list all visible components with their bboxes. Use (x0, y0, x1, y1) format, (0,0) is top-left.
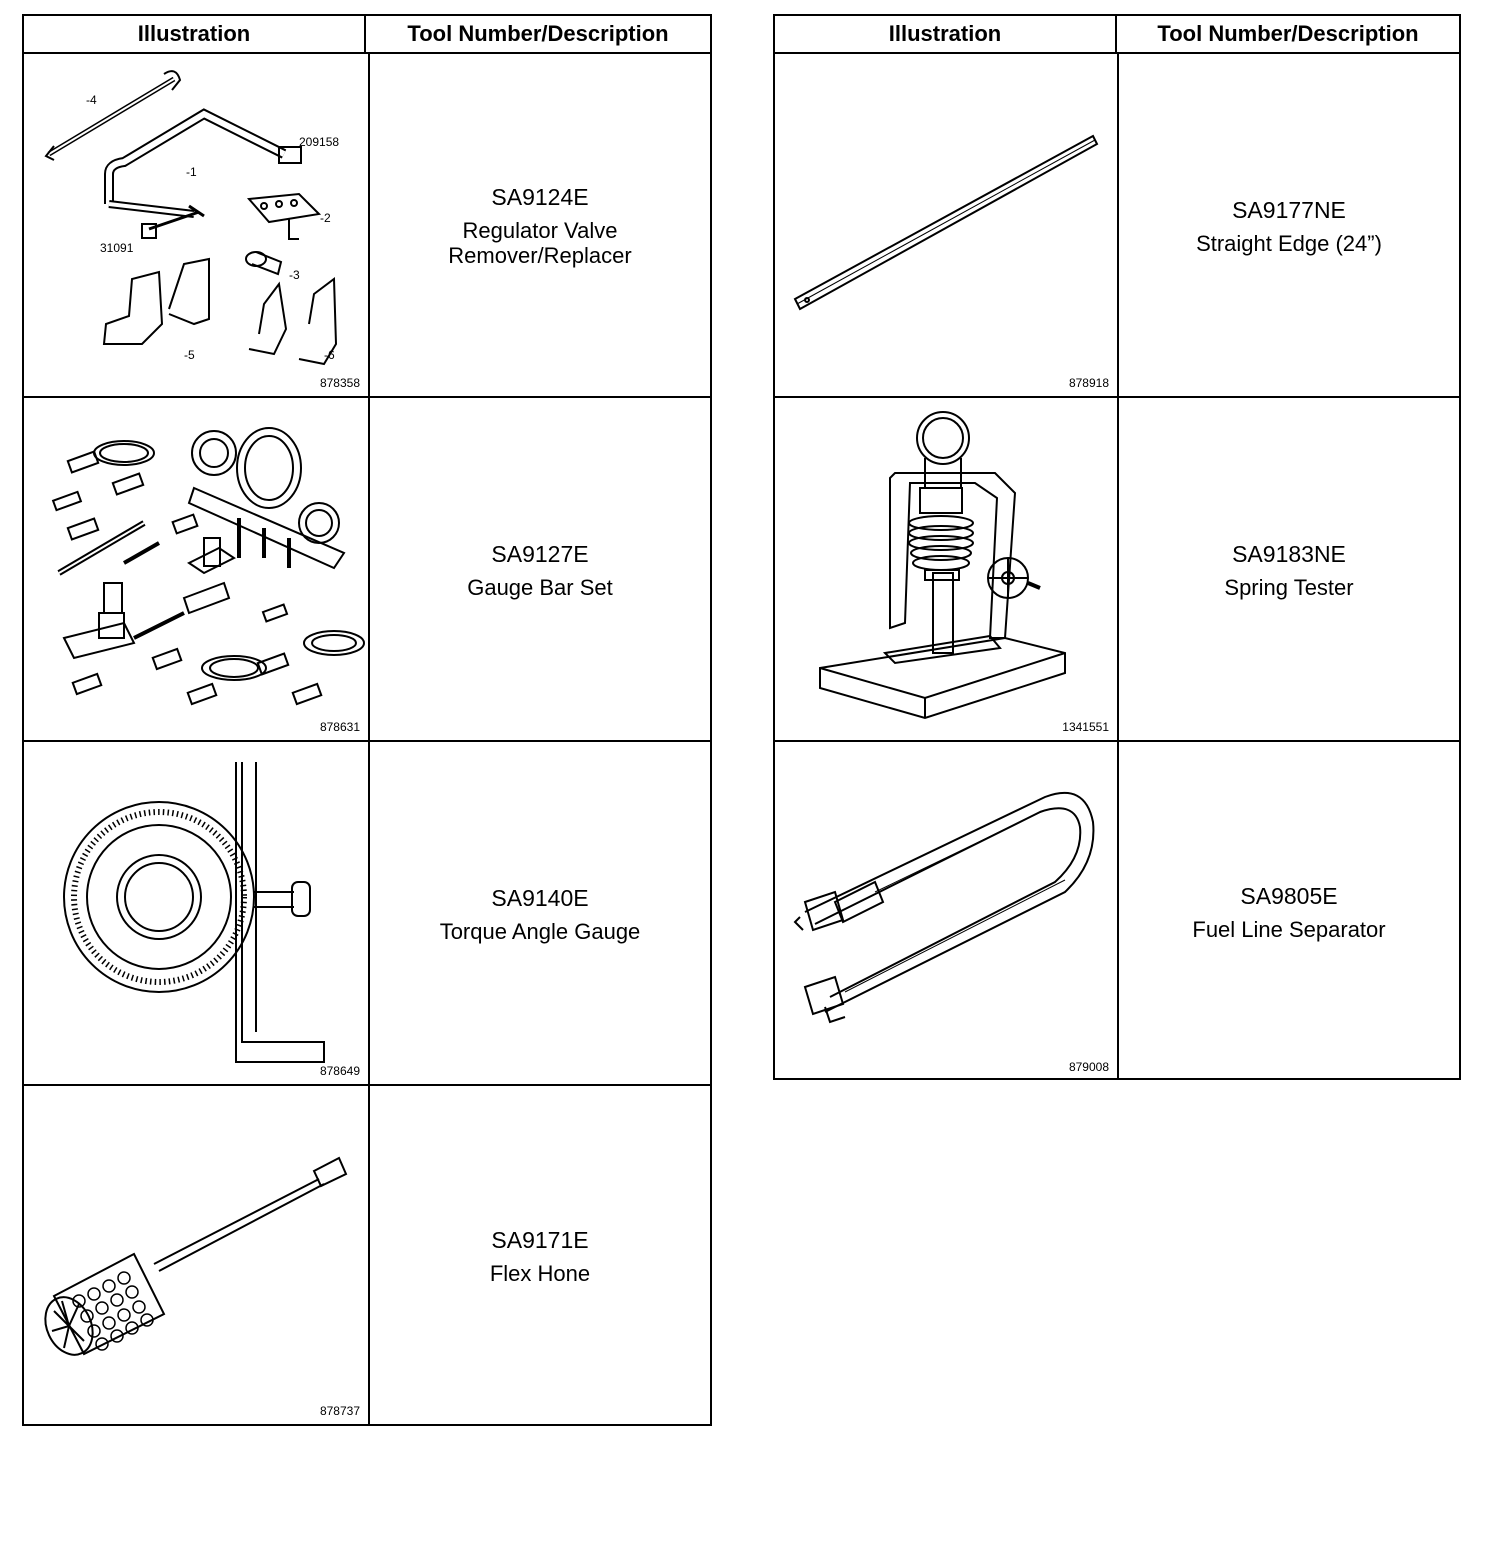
header-illustration: Illustration (888, 21, 1002, 46)
tool-description-cell (1117, 398, 1459, 740)
tool-row (775, 54, 1459, 398)
fuel-line-separator-illustration (775, 742, 1117, 1080)
tool-description: Flex Hone (489, 1260, 591, 1286)
torque-angle-gauge-illustration (24, 742, 368, 1086)
tool-number: SA9171E (491, 1226, 589, 1253)
tool-row (24, 1086, 710, 1424)
tool-description-cell (1117, 54, 1459, 396)
tool-description: Gauge Bar Set (467, 574, 613, 600)
left-tool-table (22, 14, 712, 1426)
svg-text:-3: -3 (289, 268, 300, 282)
tool-number: SA9177NE (1232, 196, 1346, 223)
tool-row (24, 398, 710, 742)
tool-description: Straight Edge (24”) (1196, 230, 1382, 256)
tool-number: SA9140E (491, 884, 589, 911)
illustration-cell (24, 742, 368, 1084)
svg-text:-1: -1 (186, 165, 197, 179)
tool-row (775, 398, 1459, 742)
flex-hone-illustration (24, 1086, 368, 1424)
illustration-cell (775, 742, 1117, 1080)
svg-text:-5: -5 (184, 348, 195, 362)
tool-description: Fuel Line Separator (1192, 916, 1386, 942)
regulator-valve-tool-illustration (24, 54, 368, 398)
header-illustration: Illustration (137, 21, 251, 46)
svg-text:31091: 31091 (100, 241, 134, 255)
figure-number: 879008 (1068, 1060, 1109, 1074)
figure-number: 1341551 (1062, 720, 1109, 734)
tool-row (775, 742, 1459, 1080)
tool-description-cell (1117, 742, 1459, 1080)
right-tool-table (773, 14, 1461, 1080)
figure-number: 878649 (319, 1064, 360, 1078)
figure-number: 878918 (1068, 376, 1109, 390)
tool-description: Spring Tester (1224, 574, 1354, 600)
gauge-bar-set-illustration (24, 398, 368, 742)
illustration-cell (24, 1086, 368, 1424)
table-header (24, 16, 710, 54)
tool-description-cell (368, 398, 710, 740)
straight-edge-illustration (775, 54, 1117, 398)
svg-text:-6: -6 (324, 348, 335, 362)
header-tool-description: Tool Number/Description (1115, 16, 1459, 52)
tool-description: Torque Angle Gauge (439, 918, 641, 944)
tool-description-cell (368, 1086, 710, 1424)
illustration-cell (775, 54, 1117, 396)
svg-text:-2: -2 (320, 211, 331, 225)
illustration-cell (24, 54, 368, 396)
header-tool-description: Tool Number/Description (364, 16, 710, 52)
table-header (775, 16, 1459, 54)
figure-number: 878631 (319, 720, 360, 734)
tool-number: SA9805E (1240, 882, 1338, 909)
tool-description-cell (368, 54, 710, 396)
illustration-cell (775, 398, 1117, 740)
tool-number: SA9127E (491, 540, 589, 567)
figure-number: 878358 (319, 376, 360, 390)
figure-number: 878737 (319, 1404, 360, 1418)
tool-description-cell (368, 742, 710, 1084)
svg-text:-4: -4 (86, 93, 97, 107)
tool-number: SA9124E (491, 184, 589, 210)
tool-number: SA9183NE (1232, 540, 1346, 567)
tool-description: Regulator Valve Remover/Replacer (448, 218, 632, 268)
tool-row (24, 742, 710, 1086)
spring-tester-illustration (775, 398, 1117, 742)
illustration-cell (24, 398, 368, 740)
tool-row (24, 54, 710, 398)
svg-text:209158: 209158 (299, 135, 340, 149)
